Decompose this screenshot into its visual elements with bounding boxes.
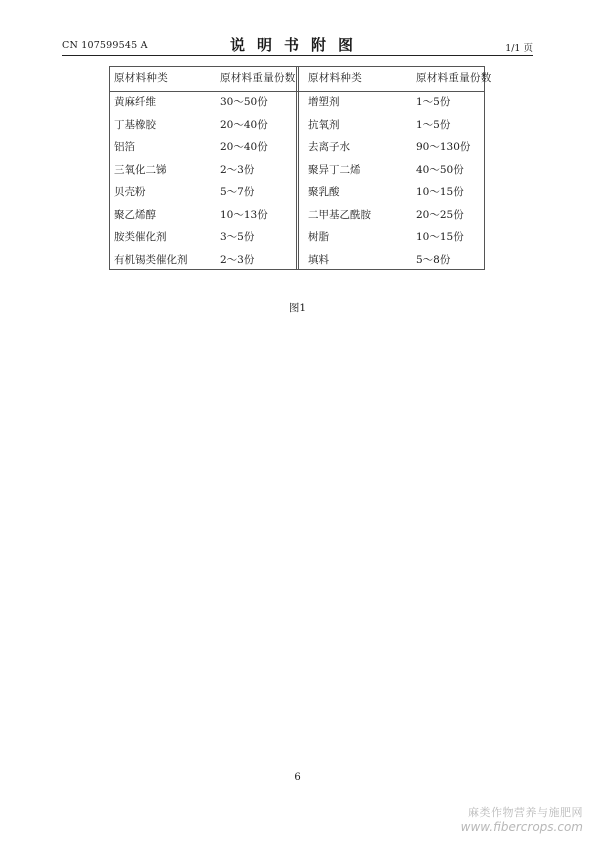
- watermark: [461, 806, 583, 834]
- page-header: [62, 34, 533, 54]
- header-divider: [62, 55, 533, 56]
- material-parts: 20～25份: [416, 208, 464, 221]
- material-parts: 3～5份: [220, 231, 255, 243]
- material-name: 聚异丁二烯: [308, 163, 361, 176]
- table-row: [110, 114, 484, 136]
- material-parts: 20～40份: [220, 141, 268, 153]
- table-row: [110, 249, 484, 271]
- material-name: 胺类催化剂: [114, 231, 167, 243]
- materials-table: [109, 66, 492, 270]
- header-weight-parts-right: 原材料重量份数: [416, 72, 492, 84]
- material-name: 贝壳粉: [114, 186, 146, 198]
- table-row: [110, 226, 484, 248]
- table-row: [110, 181, 484, 203]
- header-material-type-right: 原材料种类: [308, 72, 362, 84]
- material-parts: 1～5份: [416, 118, 451, 131]
- material-parts: 30～50份: [220, 96, 268, 108]
- material-parts: 40～50份: [416, 163, 464, 176]
- material-parts: 10～13份: [220, 208, 268, 221]
- material-parts: 10～15份: [416, 186, 464, 198]
- watermark-site-name: 麻类作物营养与施肥网: [468, 806, 583, 819]
- figure-caption: 图1: [288, 302, 307, 314]
- material-name: 聚乙烯醇: [114, 208, 156, 221]
- material-name: 三氧化二锑: [114, 163, 167, 176]
- document-title: 说明书附图: [229, 36, 365, 54]
- material-name: 铝箔: [114, 141, 135, 153]
- watermark-url: www.fibercrops.com: [460, 820, 583, 834]
- material-name: 填料: [308, 253, 329, 266]
- header-weight-parts-left: 原材料重量份数: [220, 72, 296, 84]
- material-name: 抗氧剂: [308, 118, 340, 131]
- material-parts: 5～7份: [220, 186, 255, 198]
- material-parts: 5～8份: [416, 253, 451, 266]
- table-row: [110, 159, 484, 181]
- page-number: 6: [294, 772, 301, 783]
- material-parts: 20～40份: [220, 118, 268, 131]
- table-row: [110, 136, 484, 158]
- material-name: 树脂: [308, 231, 329, 243]
- material-name: 二甲基乙酰胺: [308, 208, 371, 221]
- table-header-row: [110, 67, 492, 89]
- material-parts: 10～15份: [416, 231, 464, 243]
- material-name: 增塑剂: [308, 96, 340, 108]
- material-parts: 2～3份: [220, 163, 255, 176]
- material-parts: 2～3份: [220, 253, 255, 266]
- material-name: 有机锡类催化剂: [114, 253, 188, 266]
- table-row: [110, 91, 484, 113]
- material-parts: 1～5份: [416, 96, 451, 108]
- material-name: 聚乳酸: [308, 186, 340, 198]
- material-parts: 90～130份: [416, 141, 471, 153]
- page-count: 1/1 页: [505, 43, 533, 54]
- table-row: [110, 204, 484, 226]
- material-name: 丁基橡胶: [114, 118, 156, 131]
- material-name: 去离子水: [308, 141, 350, 153]
- header-material-type-left: 原材料种类: [114, 72, 168, 84]
- document-number: CN 107599545 A: [62, 40, 148, 51]
- material-name: 黄麻纤维: [114, 96, 156, 108]
